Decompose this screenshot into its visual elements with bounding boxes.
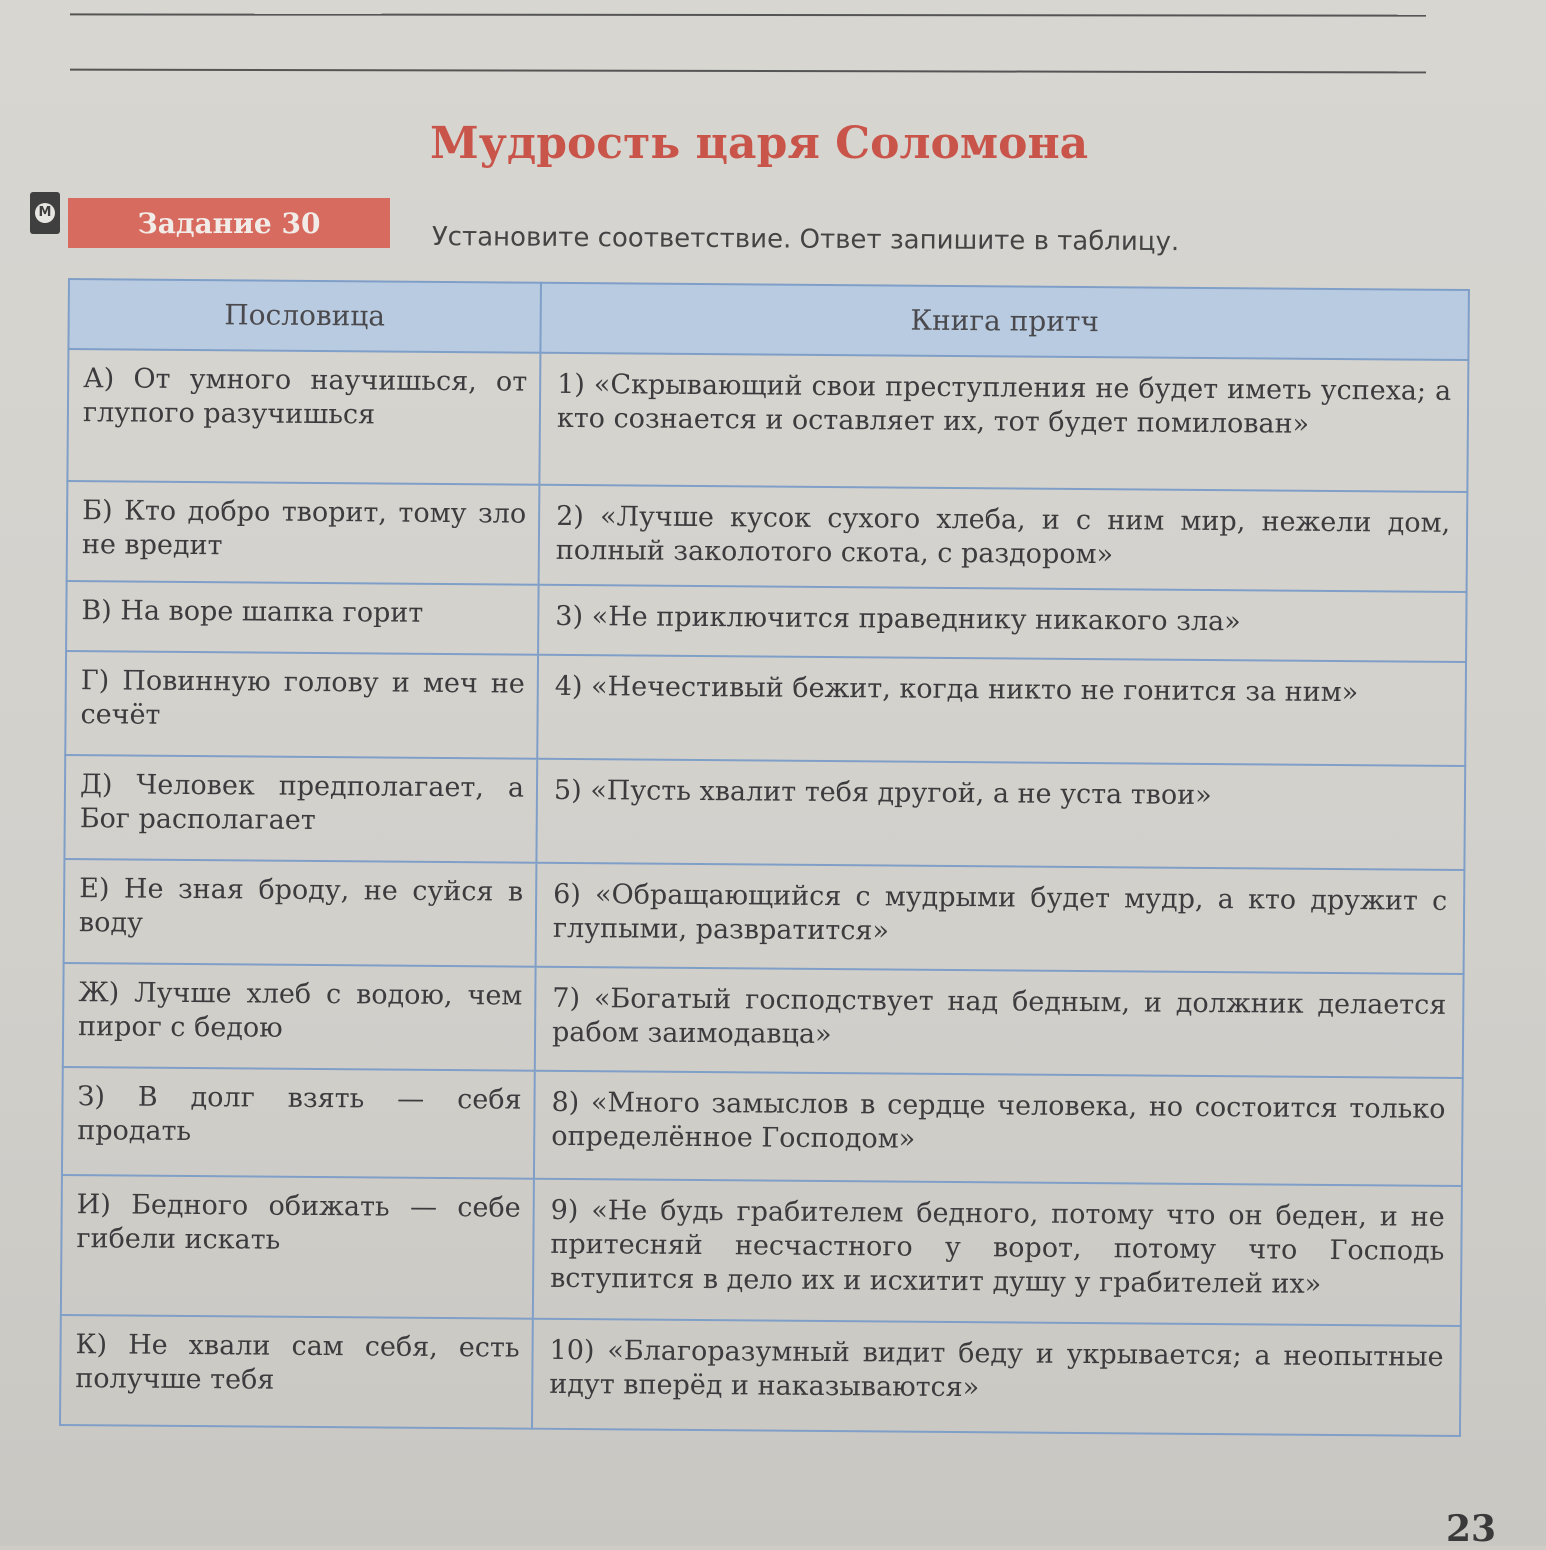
header-parables: Книга притч bbox=[540, 283, 1469, 360]
page-number: 23 bbox=[1446, 1508, 1497, 1550]
page-title: Мудрость царя Соломона bbox=[430, 118, 1089, 169]
table-row bbox=[63, 963, 1464, 1078]
parable-cell: 2) «Лучше кусок сухого хлеба, и с ним мир, нежели дом, полный заколотого скота, с раздором» bbox=[539, 485, 1468, 592]
table-row bbox=[67, 349, 1468, 492]
table-row bbox=[61, 1175, 1462, 1326]
proverb-cell: Ж) Лучше хлеб с водою, чем пирог с бедою bbox=[63, 963, 536, 1071]
task-label: Задание 30 bbox=[68, 198, 390, 248]
parable-cell: 9) «Не будь грабителем бедного, потому что он беден, и не притесняй несчастного у ворот, потому что Господь вступится в дело их и исхитит душу у грабителей их» bbox=[533, 1179, 1462, 1326]
task-instruction: Установите соответствие. Ответ запишите в таблицу. bbox=[431, 222, 1180, 258]
table-header-row bbox=[68, 279, 1469, 360]
proverb-cell: Б) Кто добро творит, тому зло не вредит bbox=[67, 481, 540, 585]
proverb-cell: Д) Человек предполагает, а Бог располагает bbox=[64, 755, 537, 863]
proverb-cell: Г) Повинную голову и меч не сечёт bbox=[65, 651, 538, 759]
proverb-cell: Е) Не зная броду, не суйся в воду bbox=[64, 859, 537, 967]
table-row bbox=[60, 1315, 1461, 1436]
proverb-cell: А) От умного научишься, от глупого разучишься bbox=[67, 349, 540, 485]
table-row bbox=[64, 859, 1465, 974]
proverb-cell: И) Бедного обижать — себе гибели искать bbox=[61, 1175, 534, 1319]
proverb-cell: К) Не хвали сам себя, есть получше тебя bbox=[60, 1315, 533, 1429]
table-row bbox=[66, 581, 1467, 662]
parable-cell: 1) «Скрывающий свои преступления не будет иметь успеха; а кто сознается и оставляет их, тот будет помилован» bbox=[539, 353, 1468, 492]
parable-cell: 4) «Нечестивый бежит, когда никто не гонится за ним» bbox=[537, 655, 1466, 766]
table-row bbox=[62, 1067, 1463, 1186]
proverb-cell: В) На воре шапка горит bbox=[66, 581, 539, 655]
header-proverb: Пословица bbox=[68, 279, 541, 353]
m-badge-icon bbox=[30, 192, 60, 234]
parable-cell: 8) «Много замыслов в сердце человека, но состоится только определённое Господом» bbox=[534, 1071, 1463, 1186]
proverb-cell: З) В долг взять — себя продать bbox=[62, 1067, 535, 1179]
parable-cell: 10) «Благоразумный видит беду и укрывается; а неопытные идут вперёд и наказываются» bbox=[532, 1319, 1461, 1436]
parable-cell: 7) «Богатый господствует над бедным, и должник делается рабом заимодавца» bbox=[535, 967, 1464, 1078]
parable-cell: 6) «Обращающийся с мудрыми будет мудр, а кто дружит с глупыми, развратится» bbox=[536, 863, 1465, 974]
parable-cell: 3) «Не приключится праведнику никакого зла» bbox=[538, 585, 1467, 662]
matching-table bbox=[59, 278, 1470, 1437]
top-rule bbox=[70, 13, 1426, 16]
table-row bbox=[64, 755, 1465, 870]
matching-table-wrapper bbox=[59, 278, 1468, 1437]
header-rule bbox=[70, 69, 1426, 74]
table-row bbox=[67, 481, 1468, 592]
parable-cell: 5) «Пусть хвалит тебя другой, а не уста твои» bbox=[536, 759, 1465, 870]
table-row bbox=[65, 651, 1466, 766]
badge-letter: М bbox=[35, 203, 55, 223]
